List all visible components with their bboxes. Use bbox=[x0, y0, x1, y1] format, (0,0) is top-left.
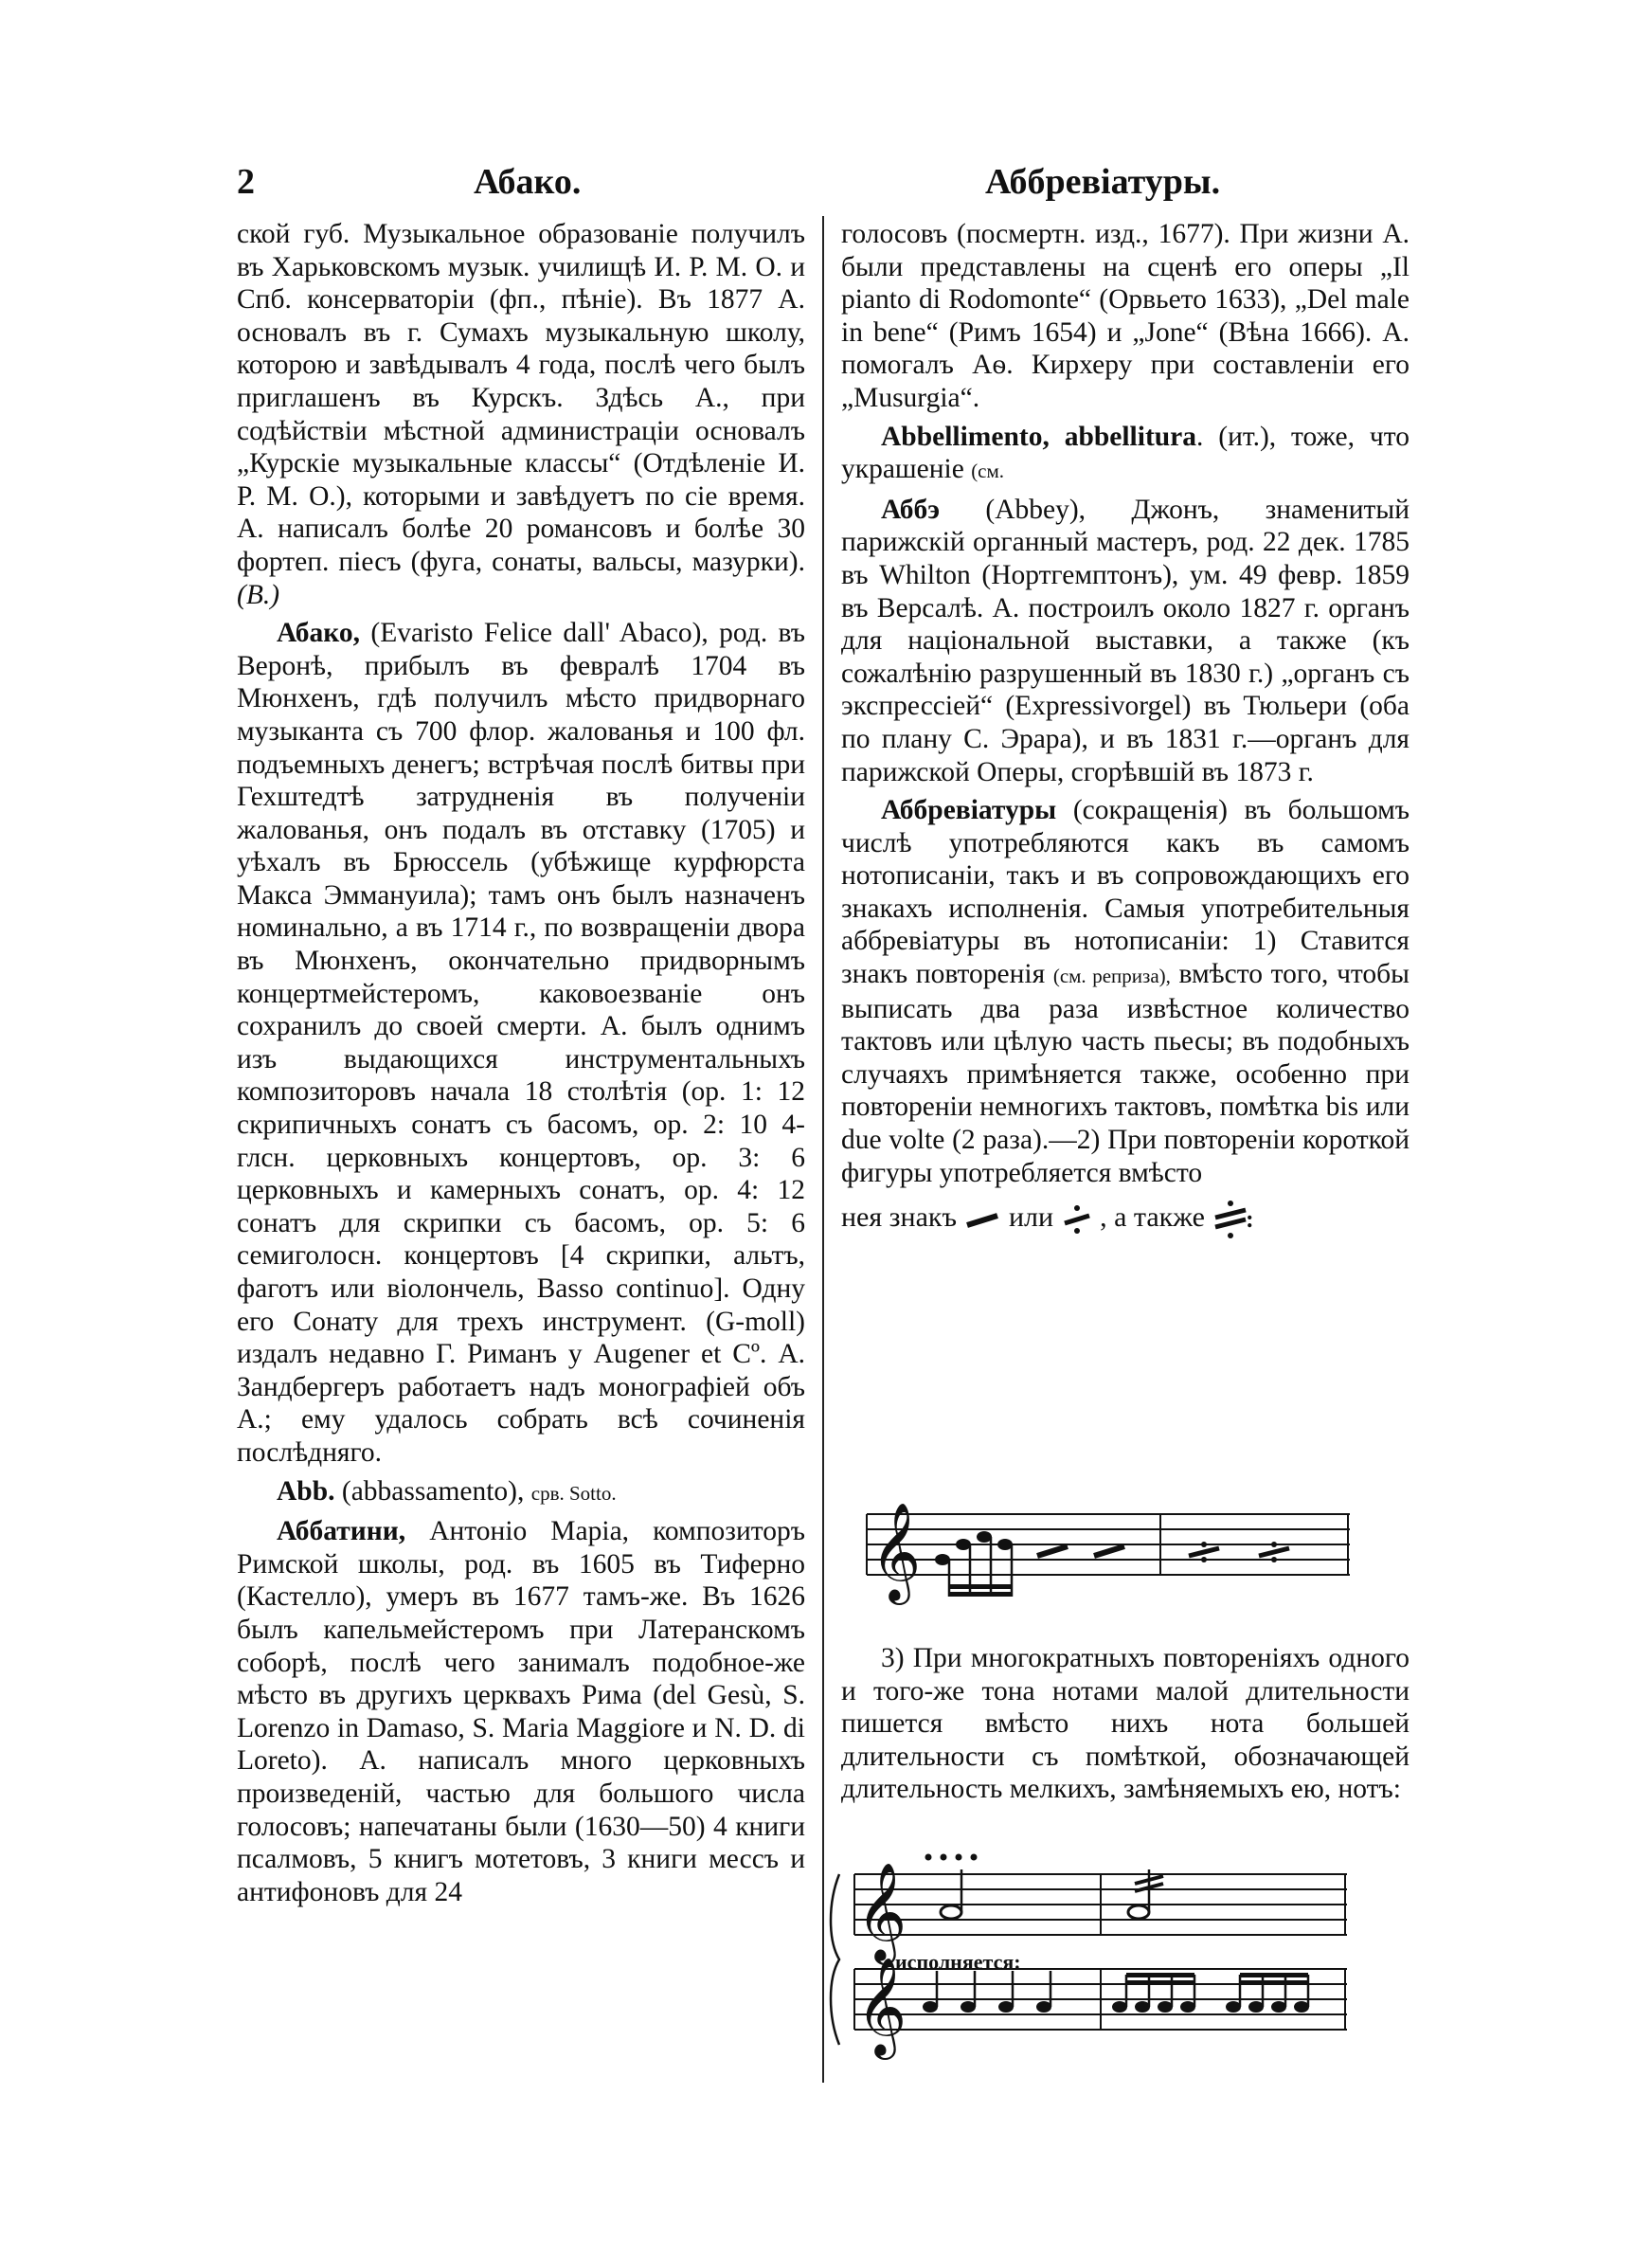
entry-text: (Evaristo Felice dall' Abaco), род. въ Веронѣ, прибылъ въ февралѣ 1704 въ Мюнхенъ, гдѣ получилъ мѣсто придворнаго музыканта съ 700 флор. жалованья и 100 фл. подъемныхъ денегъ; встрѣчая послѣ битвы при Гехштедтѣ затрудненiя въ полученiи жалованья, онъ подалъ въ отставку (1705) и уѣхалъ въ Брюссель (убѣжище курфюрста Макса Эммануила); тамъ онъ былъ назначенъ номинально, а въ 1714 г., по возвращенiи двора въ Мюнхенъ, окончательно придворнымъ концертмейстеромъ, каковоезванiе онъ сохранилъ до своей смерти. А. былъ однимъ изъ выдающихся инструментальныхъ композиторовъ начала 18 столѣтiя (ор. 1: 12 скрипичныхъ сонатъ съ басомъ, ор. 2: 10 4-глсн. церковныхъ концертовъ, ор. 3: 6 церковныхъ и камерныхъ сонатъ, ор. 4: 12 сонатъ для скрипки съ басомъ, ор. 5: 6 семиголосн. концертовъ [4 скрипки, альтъ, фаготъ или вiолончель, Basso continuo]. Одну его Сонату для трехъ инструмент. (G-moll) издалъ недавно Г. Риманъ у Augener et Cº. А. Зандбергеръ работаетъ надъ монографiей объ А.; ему удалось собрать всѣ сочиненiя послѣдняго. bbox=[237, 618, 805, 1468]
entry-abbreviatury bbox=[841, 794, 1410, 1189]
slash-sign-icon bbox=[963, 1208, 1001, 1231]
entry-headword: Абако, bbox=[277, 618, 361, 649]
entry-continuation bbox=[237, 218, 805, 611]
left-running-title: Абако. bbox=[474, 162, 582, 202]
signs-text-a: нея знакъ bbox=[841, 1201, 957, 1234]
cross-reference: (см. bbox=[971, 460, 1005, 483]
entry-text: (abbassamento), bbox=[334, 1475, 531, 1507]
cross-reference: (см. реприза), bbox=[1052, 965, 1171, 988]
entry-headword: Abb. bbox=[277, 1475, 335, 1507]
continuation-text: голосовъ (посмертн. изд., 1677). При жизни А. были представлены на сценѣ его оперы „Il pianto di Rodomonte“ (Орвьето 1633), „Del male in bene“ (Римъ 1654) и „Jone“ (Вѣна 1666). А. помогалъ Аѳ. Кирхеру при составленiи его „Musurgia“. bbox=[841, 219, 1410, 413]
entry-text: 3) При многократныхъ повторенiяхъ одного и того-же тона нотами малой длительности пишется вмѣсто нихъ нота большей длительности съ помѣткой, обозначающей длительность мелкихъ, замѣняемыхъ ею, нотъ: bbox=[841, 1643, 1410, 1805]
svg-text:𝄞: 𝄞 bbox=[856, 1862, 907, 1961]
entry-headword: Аббревiатуры bbox=[881, 795, 1057, 826]
entry-abaco bbox=[237, 617, 805, 1469]
svg-text::: : bbox=[1246, 1205, 1255, 1234]
signs-text-c: , а также bbox=[1100, 1201, 1205, 1234]
music-example-figure-repeat bbox=[857, 1478, 1359, 1639]
svg-text:𝄞: 𝄞 bbox=[871, 1502, 922, 1601]
right-column bbox=[841, 218, 1410, 1240]
entry-headword: Аббэ bbox=[881, 494, 941, 525]
signs-text-b: или bbox=[1008, 1201, 1054, 1234]
double-slash-sign-icon bbox=[1212, 1199, 1255, 1240]
abbreviation-signs-line bbox=[841, 1199, 1410, 1240]
entry-abbatini bbox=[237, 1515, 805, 1908]
right-running-title: Аббревiатуры. bbox=[985, 162, 1221, 202]
abbreviation-point-3 bbox=[841, 1642, 1410, 1806]
entry-headword: Abbellimento, abbellitura bbox=[881, 421, 1197, 452]
entry-text: вмѣсто того, чтобы выписать два раза извѣстное количество тактовъ или цѣлую часть пьесы; въ подобныхъ случаяхъ примѣняется также, особенно при повторенiи немногихъ тактовъ, помѣтка bis или due volte (2 раза).—2) При повторенiи короткой фигуры употребляется вмѣсто bbox=[841, 959, 1410, 1188]
cross-reference: срв. Sotto. bbox=[530, 1481, 617, 1505]
entry-text: . (ит.), тоже, что украшенiе bbox=[841, 421, 1410, 485]
column-divider bbox=[822, 216, 824, 2083]
left-column bbox=[237, 218, 805, 1908]
entry-abb bbox=[237, 1475, 805, 1510]
entry-continuation bbox=[841, 218, 1410, 415]
right-column-lower bbox=[841, 1642, 1410, 1806]
svg-text:𝄞: 𝄞 bbox=[856, 1957, 907, 2056]
page-number: 2 bbox=[237, 162, 255, 202]
entry-abbey bbox=[841, 494, 1410, 788]
example-label: исполняется: bbox=[895, 1950, 1021, 1974]
entry-text: Антонiо Марiа, композиторъ Римской школы, род. въ 1605 въ Тиферно (Кастелло), умеръ въ 1677 тамъ-же. Въ 1626 былъ капельмейстеромъ при Латеранскомъ соборѣ, послѣ чего занималъ подобное-же мѣсто въ другихъ церквахъ Рима (del Gesù, S. Lorenzo in Damaso, S. Maria Maggiore и N. D. di Loreto). А. написалъ много церковныхъ произведенiй, частью для большого числа голосовъ; напечатаны были (1630—50) 4 книги псалмовъ, 5 книгъ мотетовъ, 3 книги мессъ и антифоновъ для 24 bbox=[237, 1516, 805, 1907]
entry-text: (сокращенiя) въ большомъ числѣ употребляются какъ въ самомъ нотописанiи, такъ и въ сопровождающихъ его знакахъ исполненiя. Самыя употребительныя аббревiатуры въ нотописанiи: 1) Ставится знакъ повторенiя bbox=[841, 795, 1410, 990]
dotted-slash-sign-icon bbox=[1061, 1203, 1093, 1236]
continuation-text: ской губ. Музыкальное образованiе получилъ въ Харьковскомъ музык. училищѣ И. Р. М. О. и Спб. консерваторiи (фп., пѣнiе). Въ 1877 А. основалъ въ г. Сумахъ музыкальную школу, которою и завѣдывалъ 4 года, послѣ чего былъ приглашенъ въ Курскъ. Здѣсь А., при содѣйствiи мѣстной администрацiи основалъ „Курскiе музыкальные классы“ (Отдѣленiе И. Р. М. О.), которыми и завѣдуетъ по сie время. А. написалъ болѣе 20 романсовъ и болѣе 30 фортеп. пiесъ (фуга, сонаты, вальсы, мазурки). bbox=[237, 219, 805, 577]
entry-headword: Аббатини, bbox=[277, 1516, 406, 1547]
entry-text: (Abbey), Джонъ, знаменитый парижскiй органный мастеръ, род. 22 дек. 1785 въ Whilton (Нортгемптонъ), ум. 49 февр. 1859 въ Версалѣ. А. построилъ около 1827 г. органъ для нацiональной выставки, а также (къ сожалѣнiю разрушенный въ 1830 г.) „органъ съ экспрессiей“ (Expressivorgel) въ Тюльери (оба по плану С. Эрара), и въ 1831 г.—органъ для парижской Оперы, сгорѣвшiй въ 1873 г. bbox=[841, 494, 1410, 787]
author-sign: (В.) bbox=[237, 579, 280, 610]
entry-abbellimento bbox=[841, 421, 1410, 488]
